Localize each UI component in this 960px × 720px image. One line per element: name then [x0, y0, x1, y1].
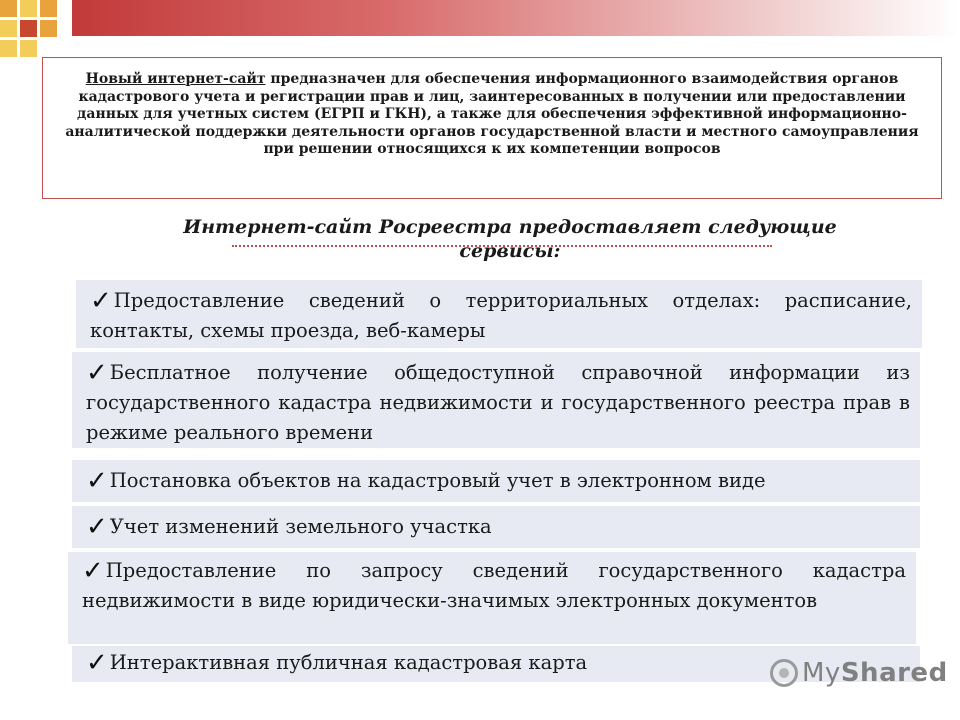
checkmark-icon: ✓	[90, 286, 112, 316]
decor-square-orange	[40, 20, 57, 37]
header-gradient-bar	[72, 0, 960, 36]
services-heading	[160, 215, 860, 263]
intro-box	[42, 57, 942, 199]
intro-lead: Новый интернет-сайт	[85, 71, 266, 87]
decor-square-yellow	[20, 40, 37, 57]
decor-square-yellow	[20, 0, 37, 17]
service-item	[68, 552, 916, 644]
heading-dotted-underline	[232, 245, 772, 247]
checkmark-icon: ✓	[82, 556, 104, 586]
service-text: Предоставление сведений о территориальных отделах: расписание, контакты, схемы проезда, веб-камеры	[90, 289, 912, 342]
checkmark-icon: ✓	[86, 648, 108, 678]
watermark-prefix: My	[802, 658, 841, 688]
checkmark-icon: ✓	[86, 466, 108, 496]
service-text: Постановка объектов на кадастровый учет в электронном виде	[109, 469, 766, 492]
decor-square-yellow	[0, 20, 17, 37]
myshared-watermark	[770, 655, 948, 691]
intro-text: предназначен для обеспечения информационного взаимодействия органов кадастрового учета и регистрации прав и лиц, заинтересованных в получении или предоставлении данных для учетных систем (ЕГРП и ГКН), а также для обеспечения эффективной информационно-аналитической поддержки деятельности органов государственной власти и местного самоуправления при решении относящихся к их компетенции вопросов	[65, 71, 919, 157]
service-text: Учет изменений земельного участка	[109, 515, 492, 538]
service-item	[72, 460, 920, 502]
service-text: Интерактивная публичная кадастровая карта	[109, 651, 588, 674]
services-heading-text: Интернет-сайт Росреестра предоставляет следующие сервисы:	[183, 216, 837, 262]
decor-square-orange	[40, 0, 57, 17]
service-text: Бесплатное получение общедоступной справочной информации из государственного кадастра недвижимости и государственного реестра прав в режиме реального времени	[86, 361, 910, 444]
decor-square-yellow	[0, 40, 17, 57]
service-text: Предоставление по запросу сведений государственного кадастра недвижимости в виде юридически-значимых электронных документов	[82, 559, 906, 612]
myshared-logo-icon	[770, 659, 798, 687]
checkmark-icon: ✓	[86, 512, 108, 542]
decor-square-orange	[0, 0, 17, 17]
decor-square-red	[20, 20, 37, 37]
service-item	[72, 506, 920, 548]
checkmark-icon: ✓	[86, 358, 108, 388]
service-item	[72, 352, 920, 448]
service-item	[76, 280, 922, 348]
watermark-suffix: Shared	[840, 658, 948, 688]
